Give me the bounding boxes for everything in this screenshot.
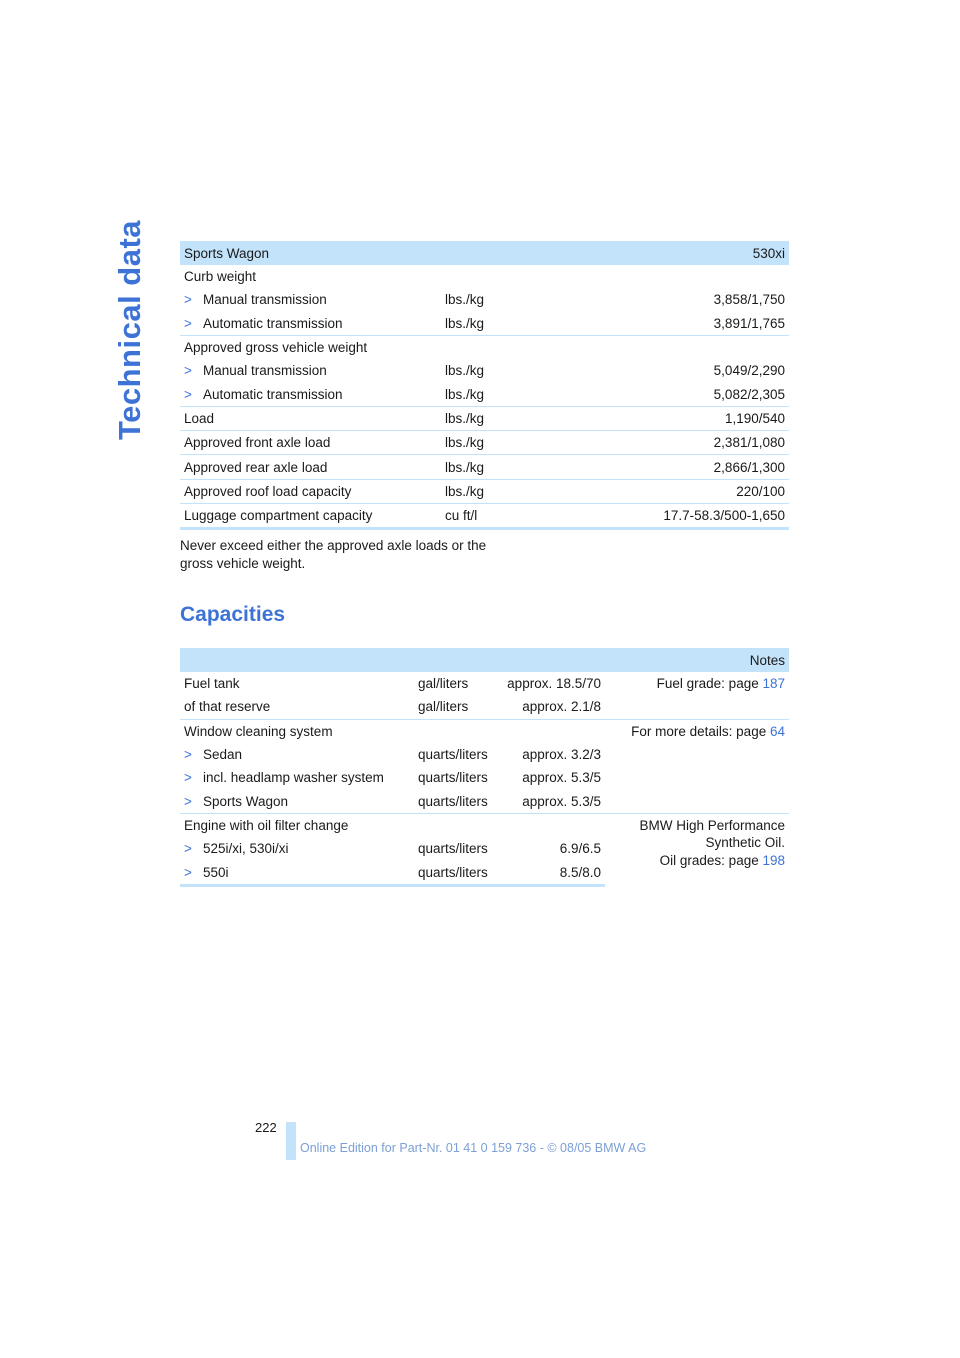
row-value: approx. 5.3/5 (522, 770, 601, 786)
page-link-window[interactable]: 64 (769, 723, 785, 739)
row-label: > Sedan (184, 747, 243, 763)
row-label: Approved roof load capacity (180, 479, 441, 503)
table-row (180, 695, 789, 719)
table-row (180, 789, 789, 813)
table-row (180, 431, 789, 455)
row-unit: quarts/liters (418, 747, 488, 763)
row-label: > incl. headlamp washer system (184, 770, 384, 786)
bullet-icon: > (184, 292, 192, 308)
table-row (180, 359, 789, 382)
table-row (180, 455, 789, 479)
row-note-oil (605, 813, 789, 885)
row-label: Engine with oil filter change (180, 813, 605, 837)
row-value: 2,381/1,080 (581, 431, 789, 455)
row-label: > Automatic transmission (184, 315, 343, 331)
row-label: > Manual transmission (184, 292, 327, 308)
page-link-oil[interactable]: 198 (762, 852, 785, 868)
row-value: 1,190/540 (581, 406, 789, 430)
bullet-icon: > (184, 747, 192, 763)
oil-note-line1: BMW High Performance (639, 817, 785, 833)
row-label: > Sports Wagon (184, 793, 289, 809)
row-value: 8.5/8.0 (500, 860, 605, 885)
row-unit: gal/liters (418, 699, 469, 715)
table-row (180, 406, 789, 430)
bullet-icon: > (184, 363, 192, 379)
side-title: Technical data (112, 219, 147, 440)
row-label: > Automatic transmission (184, 386, 343, 402)
table-row (180, 672, 789, 695)
row-unit: lbs./kg (445, 315, 485, 331)
row-label: > Manual transmission (184, 363, 327, 379)
row-unit: lbs./kg (441, 479, 581, 503)
row-value: 5,049/2,290 (713, 363, 785, 379)
row-value: approx. 5.3/5 (522, 793, 601, 809)
row-unit: quarts/liters (418, 793, 488, 809)
row-unit: lbs./kg (445, 363, 485, 379)
row-note: Fuel grade: page 187 (656, 676, 785, 692)
row-value: approx. 2.1/8 (522, 699, 601, 715)
row-value: 3,858/1,750 (713, 292, 785, 308)
footer-text: Online Edition for Part-Nr. 01 41 0 159 736 - © 08/05 BMW AG (300, 1141, 647, 1155)
bullet-icon: > (184, 864, 192, 880)
oil-note-line2: Synthetic Oil. (705, 835, 785, 851)
bullet-icon: > (184, 770, 192, 786)
row-unit: lbs./kg (445, 386, 485, 402)
capacities-table (180, 648, 789, 887)
notes-header: Notes (605, 648, 789, 672)
table-row (180, 719, 789, 743)
weight-note: Never exceed either the approved axle loads or the gross vehicle weight. (180, 538, 487, 571)
table-row (180, 265, 789, 288)
row-value: 17.7-58.3/500-1,650 (581, 503, 789, 528)
oil-note-line3: Oil grades: page 198 (659, 852, 785, 868)
capacities-header-row (180, 648, 789, 672)
table-row (180, 335, 789, 359)
table-row (180, 813, 789, 837)
row-unit: quarts/liters (418, 770, 488, 786)
row-value: 2,866/1,300 (581, 455, 789, 479)
row-value: approx. 3.2/3 (522, 747, 601, 763)
row-label: Luggage compartment capacity (180, 503, 441, 528)
footer-bar (286, 1122, 296, 1160)
row-unit: cu ft/l (441, 503, 581, 528)
capacities-heading: Capacities (180, 603, 286, 626)
row-label: > 525i/xi, 530i/xi (184, 841, 289, 857)
table-row (180, 766, 789, 789)
row-value: 6.9/6.5 (559, 841, 601, 857)
row-note: For more details: page 64 (605, 719, 789, 743)
table-row (180, 312, 789, 336)
bullet-icon: > (184, 793, 192, 809)
row-label: of that reserve (184, 699, 271, 715)
table-row (180, 288, 789, 311)
row-unit: lbs./kg (441, 455, 581, 479)
table-row (180, 743, 789, 766)
row-unit: gal/liters (418, 676, 469, 692)
row-value: approx. 18.5/70 (507, 676, 601, 692)
table-row (180, 503, 789, 528)
row-label: Window cleaning system (180, 719, 605, 743)
row-value: 220/100 (581, 479, 789, 503)
table-row (180, 479, 789, 503)
page-number: 222 (255, 1120, 277, 1135)
weights-header-value: 530xi (581, 241, 789, 265)
weights-table (180, 241, 789, 530)
row-unit: quarts/liters (414, 860, 500, 885)
row-value: 3,891/1,765 (713, 315, 785, 331)
row-unit: quarts/liters (418, 841, 488, 857)
bullet-icon: > (184, 841, 192, 857)
row-label: Load (180, 406, 441, 430)
weights-header-row (180, 241, 789, 265)
row-unit: lbs./kg (441, 406, 581, 430)
row-label: Approved rear axle load (180, 455, 441, 479)
row-unit: lbs./kg (445, 292, 485, 308)
row-label: Approved front axle load (180, 431, 441, 455)
page-link-fuel[interactable]: 187 (762, 676, 785, 692)
table-row (180, 382, 789, 406)
row-unit: lbs./kg (441, 431, 581, 455)
row-label: Approved gross vehicle weight (180, 335, 789, 359)
row-value: 5,082/2,305 (713, 386, 785, 402)
bullet-icon: > (184, 315, 192, 331)
row-label: Fuel tank (184, 676, 240, 692)
row-label: > 550i (180, 860, 414, 885)
weights-header-label: Sports Wagon (180, 241, 581, 265)
bullet-icon: > (184, 386, 192, 402)
row-label: Curb weight (184, 269, 257, 285)
